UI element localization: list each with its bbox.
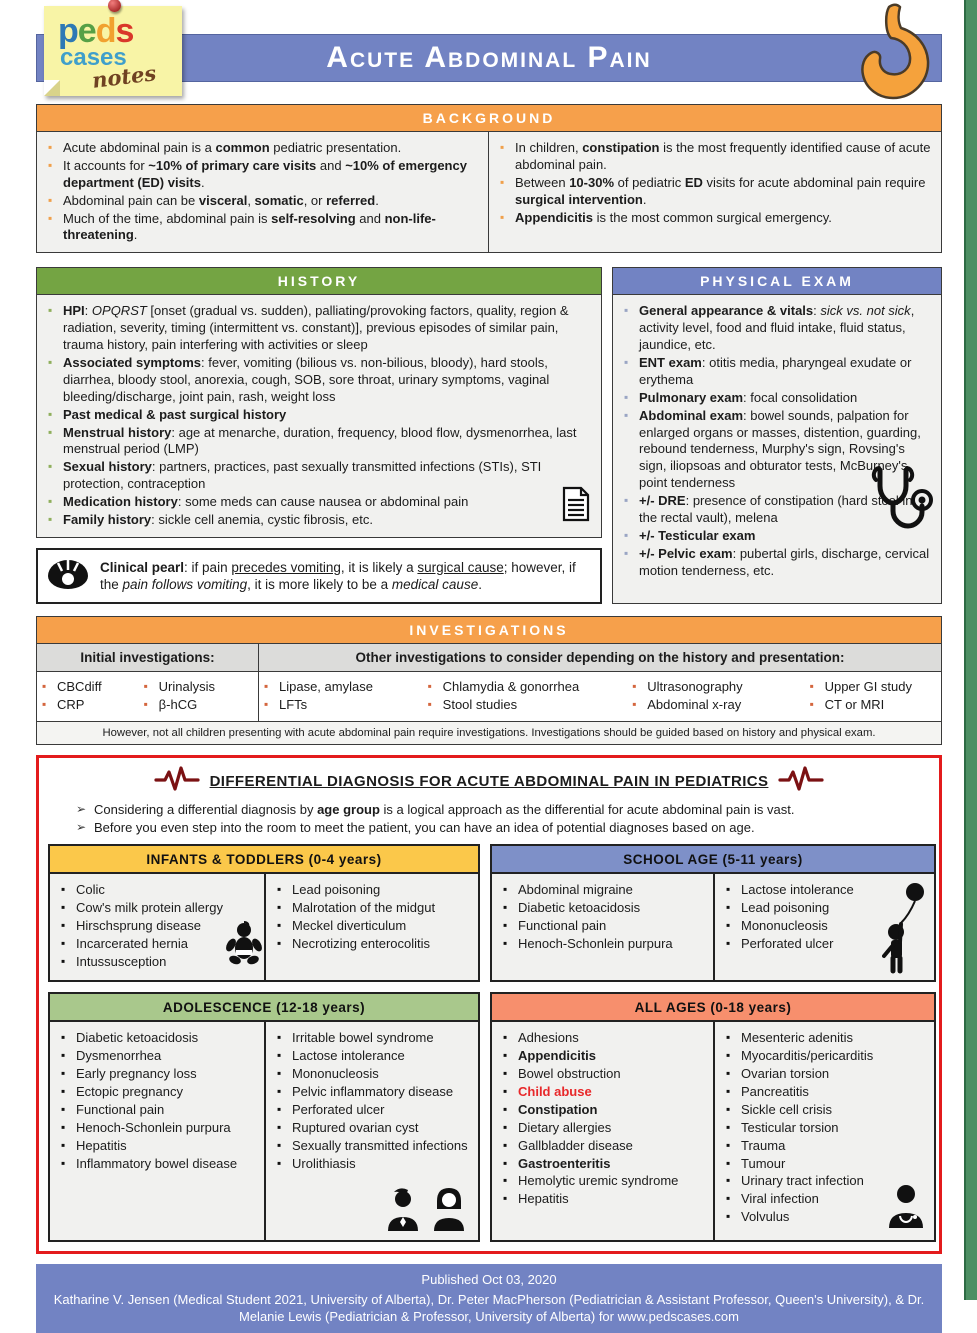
- list-item: ▪ Medication history: some meds can cause nausea or abdominal pain: [63, 494, 593, 511]
- list-item: ▪ Abdominal migraine: [518, 882, 705, 899]
- adolescence-header: ADOLESCENCE (12-18 years): [50, 994, 478, 1022]
- physical-exam-header: PHYSICAL EXAM: [613, 268, 941, 295]
- all-ages-body: [492, 1022, 934, 1240]
- list-item: ▪ Intussusception: [76, 954, 256, 971]
- history-physical-row: [36, 267, 942, 604]
- list-item: ▪ Mononucleosis: [741, 918, 926, 935]
- investigations-note: However, not all children presenting with acute abdominal pain require investigations. Investigations should be guided based on history and physical exam.: [37, 721, 941, 744]
- list-item: ▪ Tumour: [741, 1156, 926, 1173]
- section-investigations: [36, 616, 942, 745]
- infants-toddlers-header: INFANTS & TODDLERS (0-4 years): [50, 846, 478, 874]
- school-age-left-column: [492, 874, 713, 980]
- pin-icon: [108, 0, 121, 12]
- differential-grid: [48, 844, 930, 1242]
- initial-investigations-label: Initial investigations:: [37, 644, 259, 671]
- list-item: ▪ Pelvic inflammatory disease: [292, 1084, 470, 1101]
- list-item: ▪ Inflammatory bowel disease: [76, 1156, 256, 1173]
- list-item: ▪ Bowel obstruction: [518, 1066, 705, 1083]
- list-item: ▪ CT or MRI: [825, 697, 939, 714]
- infants-toddlers-box: [48, 844, 480, 982]
- credits: Katharine V. Jensen (Medical Student 2021, University of Alberta), Dr. Peter MacPherson (Pediatrician & Assistant Professor, Queen's University), & Dr. Melanie Lewis (Pediatrician & Professor, University of Alberta) for www.pedscases.com: [53, 1291, 925, 1325]
- background-left-list: [37, 132, 488, 252]
- other-col-4: [805, 672, 941, 721]
- list-item: ▪ Incarcerated hernia: [76, 936, 256, 953]
- list-item: ▪ CRP: [57, 697, 137, 714]
- list-item: ▪ In children, constipation is the most frequently identified cause of acute abdominal pain.: [515, 140, 933, 174]
- list-item: ▪ Gallbladder disease: [518, 1138, 705, 1155]
- list-item: ▪ Lipase, amylase: [279, 679, 421, 696]
- adolescence-left-column: [50, 1022, 264, 1240]
- clinical-pearl-box: [36, 548, 602, 605]
- pedscases-logo: [44, 6, 182, 96]
- background-right-list: [489, 132, 941, 234]
- list-item: ▪ Lactose intolerance: [292, 1048, 470, 1065]
- list-item: ▪ Child abuse: [518, 1084, 705, 1101]
- section-physical-exam: [612, 267, 942, 604]
- background-right-column: [489, 132, 941, 252]
- list-item: ▪ Meckel diverticulum: [292, 918, 470, 935]
- list-item: ▪ Diabetic ketoacidosis: [76, 1030, 256, 1047]
- list-item: ▪ Henoch-Schonlein purpura: [76, 1120, 256, 1137]
- list-item: ▪ Mononucleosis: [292, 1066, 470, 1083]
- list-item: ▪ Sexually transmitted infections: [292, 1138, 470, 1155]
- sticky-note-fold: [44, 80, 60, 96]
- list-item: ▪ Sickle cell crisis: [741, 1102, 926, 1119]
- school-age-box: [490, 844, 936, 982]
- list-item: ▪ Hemolytic uremic syndrome: [518, 1173, 705, 1190]
- section-history: [36, 267, 602, 538]
- list-item: ▪ Lactose intolerance: [741, 882, 926, 899]
- clinical-pearl-text: Clinical pearl: if pain precedes vomiting, it is likely a surgical cause; however, if the pain follows vomiting, it is more likely to be a medical cause.: [100, 559, 576, 593]
- background-left-column: [37, 132, 489, 252]
- physical-exam-list: [613, 295, 941, 587]
- infants-toddlers-body: [50, 874, 478, 980]
- list-item: ▪ Constipation: [518, 1102, 705, 1119]
- initial-investigations-cell: [37, 672, 259, 721]
- list-item: ▪ CBCdiff: [57, 679, 137, 696]
- list-item: ▪ Urolithiasis: [292, 1156, 470, 1173]
- document-icon: [561, 486, 591, 527]
- list-item: ▪ Gastroenteritis: [518, 1156, 705, 1173]
- list-item: ➢ Considering a differential diagnosis by age group is a logical approach as the differential for acute abdominal pain is vast.: [94, 801, 930, 819]
- list-item: ▪ +/- DRE: presence of constipation (hard stool in the rectal vault), melena: [639, 493, 933, 527]
- list-item: ▪ Chlamydia & gonorrhea: [443, 679, 626, 696]
- list-item: ▪ Dysmenorrhea: [76, 1048, 256, 1065]
- list-item: ▪ +/- Pelvic exam: pubertal girls, discharge, cervical motion tenderness, etc.: [639, 546, 933, 580]
- list-item: ▪ Hepatitis: [76, 1138, 256, 1155]
- list-item: ▪ Necrotizing enterocolitis: [292, 936, 470, 953]
- history-column: [36, 267, 602, 604]
- list-item: ▪ Much of the time, abdominal pain is self-resolving and non-life-threatening.: [63, 211, 480, 245]
- list-item: ▪ Early pregnancy loss: [76, 1066, 256, 1083]
- background-header: BACKGROUND: [37, 105, 941, 132]
- list-item: ▪ Trauma: [741, 1138, 926, 1155]
- list-item: ▪ +/- Testicular exam: [639, 528, 933, 545]
- list-item: ▪ Cow's milk protein allergy: [76, 900, 256, 917]
- header: [36, 10, 942, 102]
- investigations-lists: [37, 672, 941, 721]
- list-item: ▪ Appendicitis is the most common surgical emergency.: [515, 210, 933, 227]
- history-header: HISTORY: [37, 268, 601, 295]
- pearl-shell-icon: [46, 556, 90, 597]
- child-with-balloon-icon: [882, 882, 928, 979]
- differential-title-row: [48, 766, 930, 797]
- adolescence-box: [48, 992, 480, 1242]
- other-col-1: [259, 672, 423, 721]
- list-item: ▪ Ectopic pregnancy: [76, 1084, 256, 1101]
- other-col-3: [627, 672, 804, 721]
- list-item: ▪ Associated symptoms: fever, vomiting (bilious vs. non-bilious, bloody), hard stools, diarrhea, bloody stool, anorexia, cough, SOB, sore throat, urinary symptoms, vaginal bleeding/discharge, joint pain, rash, weight loss: [63, 355, 593, 406]
- list-item: ▪ Perforated ulcer: [292, 1102, 470, 1119]
- list-item: ▪ Henoch-Schonlein purpura: [518, 936, 705, 953]
- list-item: ▪ Appendicitis: [518, 1048, 705, 1065]
- list-item: ▪ Abdominal pain can be visceral, somatic, or referred.: [63, 193, 480, 210]
- ekg-heartbeat-icon: [778, 766, 824, 797]
- section-differential-diagnosis: [36, 755, 942, 1254]
- list-item: ▪ Acute abdominal pain is a common pediatric presentation.: [63, 140, 480, 157]
- list-item: ▪ Ultrasonography: [647, 679, 802, 696]
- list-item: ▪ Family history: sickle cell anemia, cystic fibrosis, etc.: [63, 512, 593, 529]
- stethoscope-icon: [867, 462, 933, 539]
- list-item: ▪ Dietary allergies: [518, 1120, 705, 1137]
- list-item: ▪ Functional pain: [76, 1102, 256, 1119]
- list-item: ▪ Testicular torsion: [741, 1120, 926, 1137]
- school-age-body: [492, 874, 934, 980]
- list-item: ▪ Viral infection: [741, 1191, 926, 1208]
- physical-exam-body: [613, 295, 941, 603]
- investigations-table-header: [37, 644, 941, 672]
- list-item: ▪ Perforated ulcer: [741, 936, 926, 953]
- all-ages-box: [490, 992, 936, 1242]
- logo-word-notes: notes: [90, 60, 158, 93]
- list-item: ▪ Functional pain: [518, 918, 705, 935]
- list-item: ▪ Adhesions: [518, 1030, 705, 1047]
- other-investigations-label: Other investigations to consider depending on the history and presentation:: [355, 650, 845, 666]
- published-date: Published Oct 03, 2020: [421, 1272, 557, 1288]
- physical-exam-column: [612, 267, 942, 604]
- ekg-heartbeat-icon: [154, 766, 200, 797]
- list-item: ▪ Myocarditis/pericarditis: [741, 1048, 926, 1065]
- list-item: ▪ Upper GI study: [825, 679, 939, 696]
- list-item: ➢ Before you even step into the room to meet the patient, you can have an idea of potential diagnoses based on age.: [94, 819, 930, 837]
- initial-col-2: [139, 672, 258, 721]
- history-body: [37, 295, 601, 537]
- teen-boy-and-girl-icon: [384, 1186, 470, 1232]
- list-item: ▪ It accounts for ~10% of primary care visits and ~10% of emergency department (ED) visits.: [63, 158, 480, 192]
- list-item: ▪ Lead poisoning: [292, 882, 470, 899]
- list-item: ▪ Colic: [76, 882, 256, 899]
- other-col-2: [423, 672, 628, 721]
- list-item: ▪ HPI: OPQRST [onset (gradual vs. sudden), palliating/provoking factors, quality, region & radiation, severity, timing (intermittent vs. constant)], previous episodes of similar pain, trauma history, pain interfering with activities or sleep: [63, 303, 593, 354]
- infographic-page: [36, 10, 942, 1333]
- list-item: ▪ Pancreatitis: [741, 1084, 926, 1101]
- school-age-header: SCHOOL AGE (5-11 years): [492, 846, 934, 874]
- list-item: ▪ Malrotation of the midgut: [292, 900, 470, 917]
- list-item: ▪ Hepatitis: [518, 1191, 705, 1208]
- list-item: ▪ Diabetic ketoacidosis: [518, 900, 705, 917]
- adolescence-body: [50, 1022, 478, 1240]
- list-item: ▪ Past medical & past surgical history: [63, 407, 593, 424]
- list-item: ▪ Volvulus: [741, 1209, 926, 1226]
- list-item: ▪ Mesenteric adenitis: [741, 1030, 926, 1047]
- stomach-icon: [854, 2, 936, 102]
- doctor-icon: [884, 1183, 928, 1234]
- list-item: ▪ Sexual history: partners, practices, past sexually transmitted infections (STIs), STI protection, contraception: [63, 459, 593, 493]
- list-item: ▪ Pulmonary exam: focal consolidation: [639, 390, 933, 407]
- infants-right-column: [264, 874, 478, 980]
- list-item: ▪ β-hCG: [159, 697, 256, 714]
- list-item: ▪ Irritable bowel syndrome: [292, 1030, 470, 1047]
- background-body: [37, 132, 941, 252]
- all-ages-header: ALL AGES (0-18 years): [492, 994, 934, 1022]
- section-background: [36, 104, 942, 253]
- differential-points: [76, 801, 930, 836]
- initial-col-1: [37, 672, 139, 721]
- list-item: ▪ General appearance & vitals: sick vs. not sick, activity level, food and fluid intake, fluid status, jaundice, etc.: [639, 303, 933, 354]
- all-ages-left-column: [492, 1022, 713, 1240]
- page-edge-strip: [964, 0, 977, 1300]
- history-list: [37, 295, 601, 537]
- list-item: ▪ ENT exam: otitis media, pharyngeal exudate or erythema: [639, 355, 933, 389]
- page-title: Acute Abdominal Pain: [326, 41, 652, 74]
- list-item: ▪ Abdominal x-ray: [647, 697, 802, 714]
- other-investigations-cell: [259, 672, 941, 721]
- list-item: ▪ Ruptured ovarian cyst: [292, 1120, 470, 1137]
- footer: [36, 1264, 942, 1333]
- list-item: ▪ Urinary tract infection: [741, 1173, 926, 1190]
- differential-title: DIFFERENTIAL DIAGNOSIS FOR ACUTE ABDOMINAL PAIN IN PEDIATRICS: [209, 773, 769, 791]
- investigations-header: INVESTIGATIONS: [37, 617, 941, 644]
- baby-icon: [226, 921, 262, 970]
- logo-word-peds: peds: [58, 12, 134, 50]
- list-item: ▪ Ovarian torsion: [741, 1066, 926, 1083]
- list-item: ▪ Hirschsprung disease: [76, 918, 256, 935]
- logo-word-cases: cases: [60, 44, 127, 71]
- list-item: ▪ Stool studies: [443, 697, 626, 714]
- list-item: ▪ LFTs: [279, 697, 421, 714]
- list-item: ▪ Between 10-30% of pediatric ED visits for acute abdominal pain require surgical intervention.: [515, 175, 933, 209]
- list-item: ▪ Menstrual history: age at menarche, duration, frequency, blood flow, dysmenorrhea, last menstrual period (LMP): [63, 425, 593, 459]
- list-item: ▪ Lead poisoning: [741, 900, 926, 917]
- list-item: ▪ Abdominal exam: bowel sounds, palpation for enlarged organs or masses, distention, guarding, rebound tenderness, Murphy's sign, Rovsing's sign, iliopsoas and obturator tests, McBurney's point tenderness: [639, 408, 933, 492]
- list-item: ▪ Urinalysis: [159, 679, 256, 696]
